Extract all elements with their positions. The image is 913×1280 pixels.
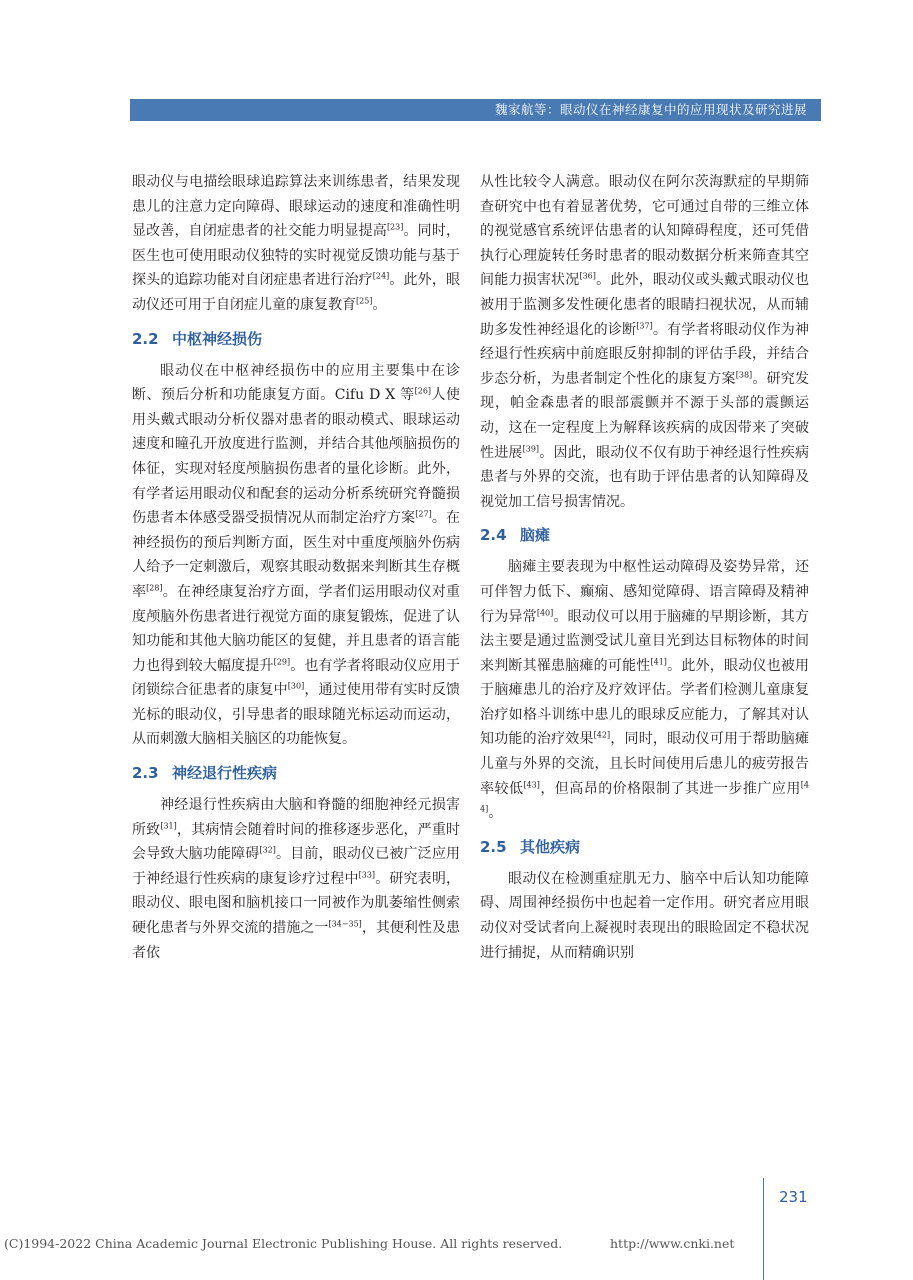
paragraph — [132, 170, 460, 318]
paragraph — [132, 793, 460, 965]
section-heading-2-2 — [132, 327, 460, 351]
section-number: 2.4 — [480, 526, 507, 545]
text-run: 。有学者将眼动仪作为神经退行性疾病中前庭眼反射抑制的评估手段，并结合步态分析，为患者制定个性化的康复方案 — [480, 321, 810, 387]
text-run: 眼动仪在检测重症肌无力、脑卒中后认知功能障碍、周围神经损伤中也起着一定作用。研究者应用眼动仪对受试者向上凝视时表现出的眼睑固定不稳状况进行捕捉，从而精确识别 — [480, 870, 809, 961]
citation[interactable]: [23] — [386, 222, 404, 232]
text-run: 。研究发现，帕金森患者的眼部震颤并不源于头部的震颤运动，这在一定程度上为解释该疾病的成因带来了突破性进展 — [480, 370, 810, 461]
text-run: 。在神经康复治疗方面，学者们运用眼动仪对重度颅脑外伤患者进行视觉方面的康复锻炼，促进了认知功能和其他大脑功能区的复健，并且患者的语言能力也得到较大幅度提升 — [132, 583, 461, 674]
text-run: 。目前，眼动仪已被广泛应用于神经退行性疾病的康复诊疗过程中 — [132, 846, 461, 887]
text-run: ，其便利性及患者依 — [132, 920, 461, 961]
citation[interactable]: [31] — [160, 821, 177, 830]
citation[interactable]: [29] — [273, 657, 291, 667]
section-heading-2-5 — [480, 835, 809, 859]
text-run: 从性比较令人满意。眼动仪在阿尔茨海默症的早期筛查研究中也有着显著优势，它可通过自带的三维立体的视觉感官系统评估患者的认知障碍程度，还可凭借执行心理旋转任务时患者的眼动数据分析来筛查其空间能力损害状况 — [480, 174, 809, 289]
citation[interactable]: [44] — [480, 780, 810, 814]
text-run: ，通过使用带有实时反馈光标的眼动仪，引导患者的眼球随光标运动而运动，从而刺激大脑相关脑区的功能恢复。 — [132, 682, 461, 748]
citation[interactable]: [38] — [735, 370, 753, 380]
left-column — [132, 170, 460, 965]
paragraph — [480, 867, 809, 965]
running-header-bar — [130, 99, 821, 121]
paragraph — [480, 555, 809, 826]
citation[interactable]: [43] — [523, 780, 540, 789]
citation[interactable]: [37] — [636, 320, 653, 330]
right-column — [480, 170, 809, 965]
citation[interactable]: [28] — [146, 583, 163, 593]
page-number-rule — [763, 1178, 764, 1280]
text-run: 。研究表明，眼动仪、眼电图和脑机接口一同被作为肌萎缩性侧索硬化患者与外界交流的措施之一 — [132, 870, 461, 937]
text-run: 眼动仪与电描绘眼球追踪算法来训练患者，结果发现患儿的注意力定向障碍、眼球运动的速度和准确性明显改善，自闭症患者的社交能力明显提高 — [132, 174, 460, 240]
text-run: 。此外，眼动仪或头戴式眼动仪也被用于监测多发性硬化患者的眼睛扫视状况，从而辅助多发性神经退化的诊断 — [480, 272, 810, 338]
section-title: 脑瘫 — [520, 526, 551, 545]
paragraph — [480, 170, 809, 514]
text-run: 。因此，眼动仪不仅有助于神经退行性疾病患者与外界的交流，也有助于评估患者的认知障碍及视觉加工信号损害情况。 — [480, 444, 809, 510]
citation[interactable]: [26] — [414, 386, 432, 396]
section-title: 中枢神经损伤 — [172, 329, 263, 348]
text-run: ，其病情会随着时间的推移逐步恶化，严重时会导致大脑功能障碍 — [132, 821, 461, 863]
citation[interactable]: [34−35] — [328, 919, 362, 929]
text-run: 。 — [372, 296, 387, 313]
text-run: ，但高昂的价格限制了其进一步推广应用 — [539, 780, 801, 797]
text-run: 。也有学者将眼动仪应用于闭锁综合征患者的康复中 — [132, 657, 461, 699]
text-run: 神经退行性疾病由大脑和脊髓的细胞神经元损害所致 — [132, 797, 460, 838]
text-run: 。此外，眼动仪还可用于自闭症儿童的康复教育 — [132, 272, 461, 313]
citation[interactable]: [36] — [579, 271, 596, 281]
citation[interactable]: [39] — [522, 443, 540, 453]
section-number: 2.5 — [480, 837, 507, 856]
text-run: 。 — [488, 805, 503, 822]
citation[interactable]: [30] — [287, 681, 305, 691]
citation[interactable]: [41] — [650, 657, 667, 667]
footer-url-link[interactable]: http://www.cnki.net — [610, 1236, 735, 1251]
text-run: ，同时，眼动仪可用于帮助脑瘫儿童与外界的交流，且长时间使用后患儿的疲劳报告率较低 — [480, 731, 810, 797]
copyright-notice: (C)1994-2022 China Academic Journal Electronic Publishing House. All rights reserved. — [4, 1236, 563, 1251]
section-number: 2.2 — [132, 329, 159, 348]
paragraph — [132, 359, 460, 753]
citation[interactable]: [32] — [259, 845, 276, 855]
citation[interactable]: [42] — [593, 730, 611, 740]
running-title: 魏家航等：眼动仪在神经康复中的应用现状及研究进展 — [494, 102, 807, 117]
page-number: 231 — [779, 1188, 808, 1206]
citation[interactable]: [27] — [415, 509, 432, 519]
citation[interactable]: [40] — [536, 607, 554, 617]
section-number: 2.3 — [132, 764, 159, 783]
section-title: 其他疾病 — [520, 837, 581, 856]
text-run: 人使用头戴式眼动分析仪器对患者的眼动模式、眼球运动速度和瞳孔开放度进行监测，并结合其他颅脑损伤的体征，实现对轻度颅脑损伤患者的量化诊断。此外，有学者运用眼动仪和配套的运动分析系统研究脊髓损伤患者本体感受器受损情况从而制定治疗方案 — [132, 387, 460, 527]
citation[interactable]: [25] — [356, 296, 373, 306]
text-run: 脑瘫主要表现为中枢性运动障碍及姿势异常，还可伴智力低下、癫痫、感知觉障碍、语言障碍及精神行为异常 — [480, 559, 809, 625]
section-title: 神经退行性疾病 — [172, 764, 278, 783]
text-run: 。同时，医生也可使用眼动仪独特的实时视觉反馈功能与基于探头的追踪功能对自闭症患者进行治疗 — [132, 223, 461, 289]
citation[interactable]: [33] — [358, 870, 376, 880]
text-run: 。眼动仪可以用于脑瘫的早期诊断，其方法主要是通过监测受试儿童目光到达目标物体的时间来判断其罹患脑瘫的可能性 — [480, 608, 810, 674]
section-heading-2-4 — [480, 523, 809, 547]
section-heading-2-3 — [132, 761, 460, 785]
text-run: 。在神经损伤的预后判断方面，医生对中重度颅脑外伤病人给予一定刺激后，观察其眼动数据来判断其生存概率 — [132, 510, 461, 600]
citation[interactable]: [24] — [372, 271, 390, 281]
text-run: 眼动仪在中枢神经损伤中的应用主要集中在诊断、预后分析和功能康复方面。Cifu D X 等 — [132, 362, 460, 404]
text-run: 。此外，眼动仪也被用于脑瘫患儿的治疗及疗效评估。学者们检测儿童康复治疗如格斗训练中患儿的眼球反应能力，了解其对认知功能的治疗效果 — [480, 657, 810, 748]
